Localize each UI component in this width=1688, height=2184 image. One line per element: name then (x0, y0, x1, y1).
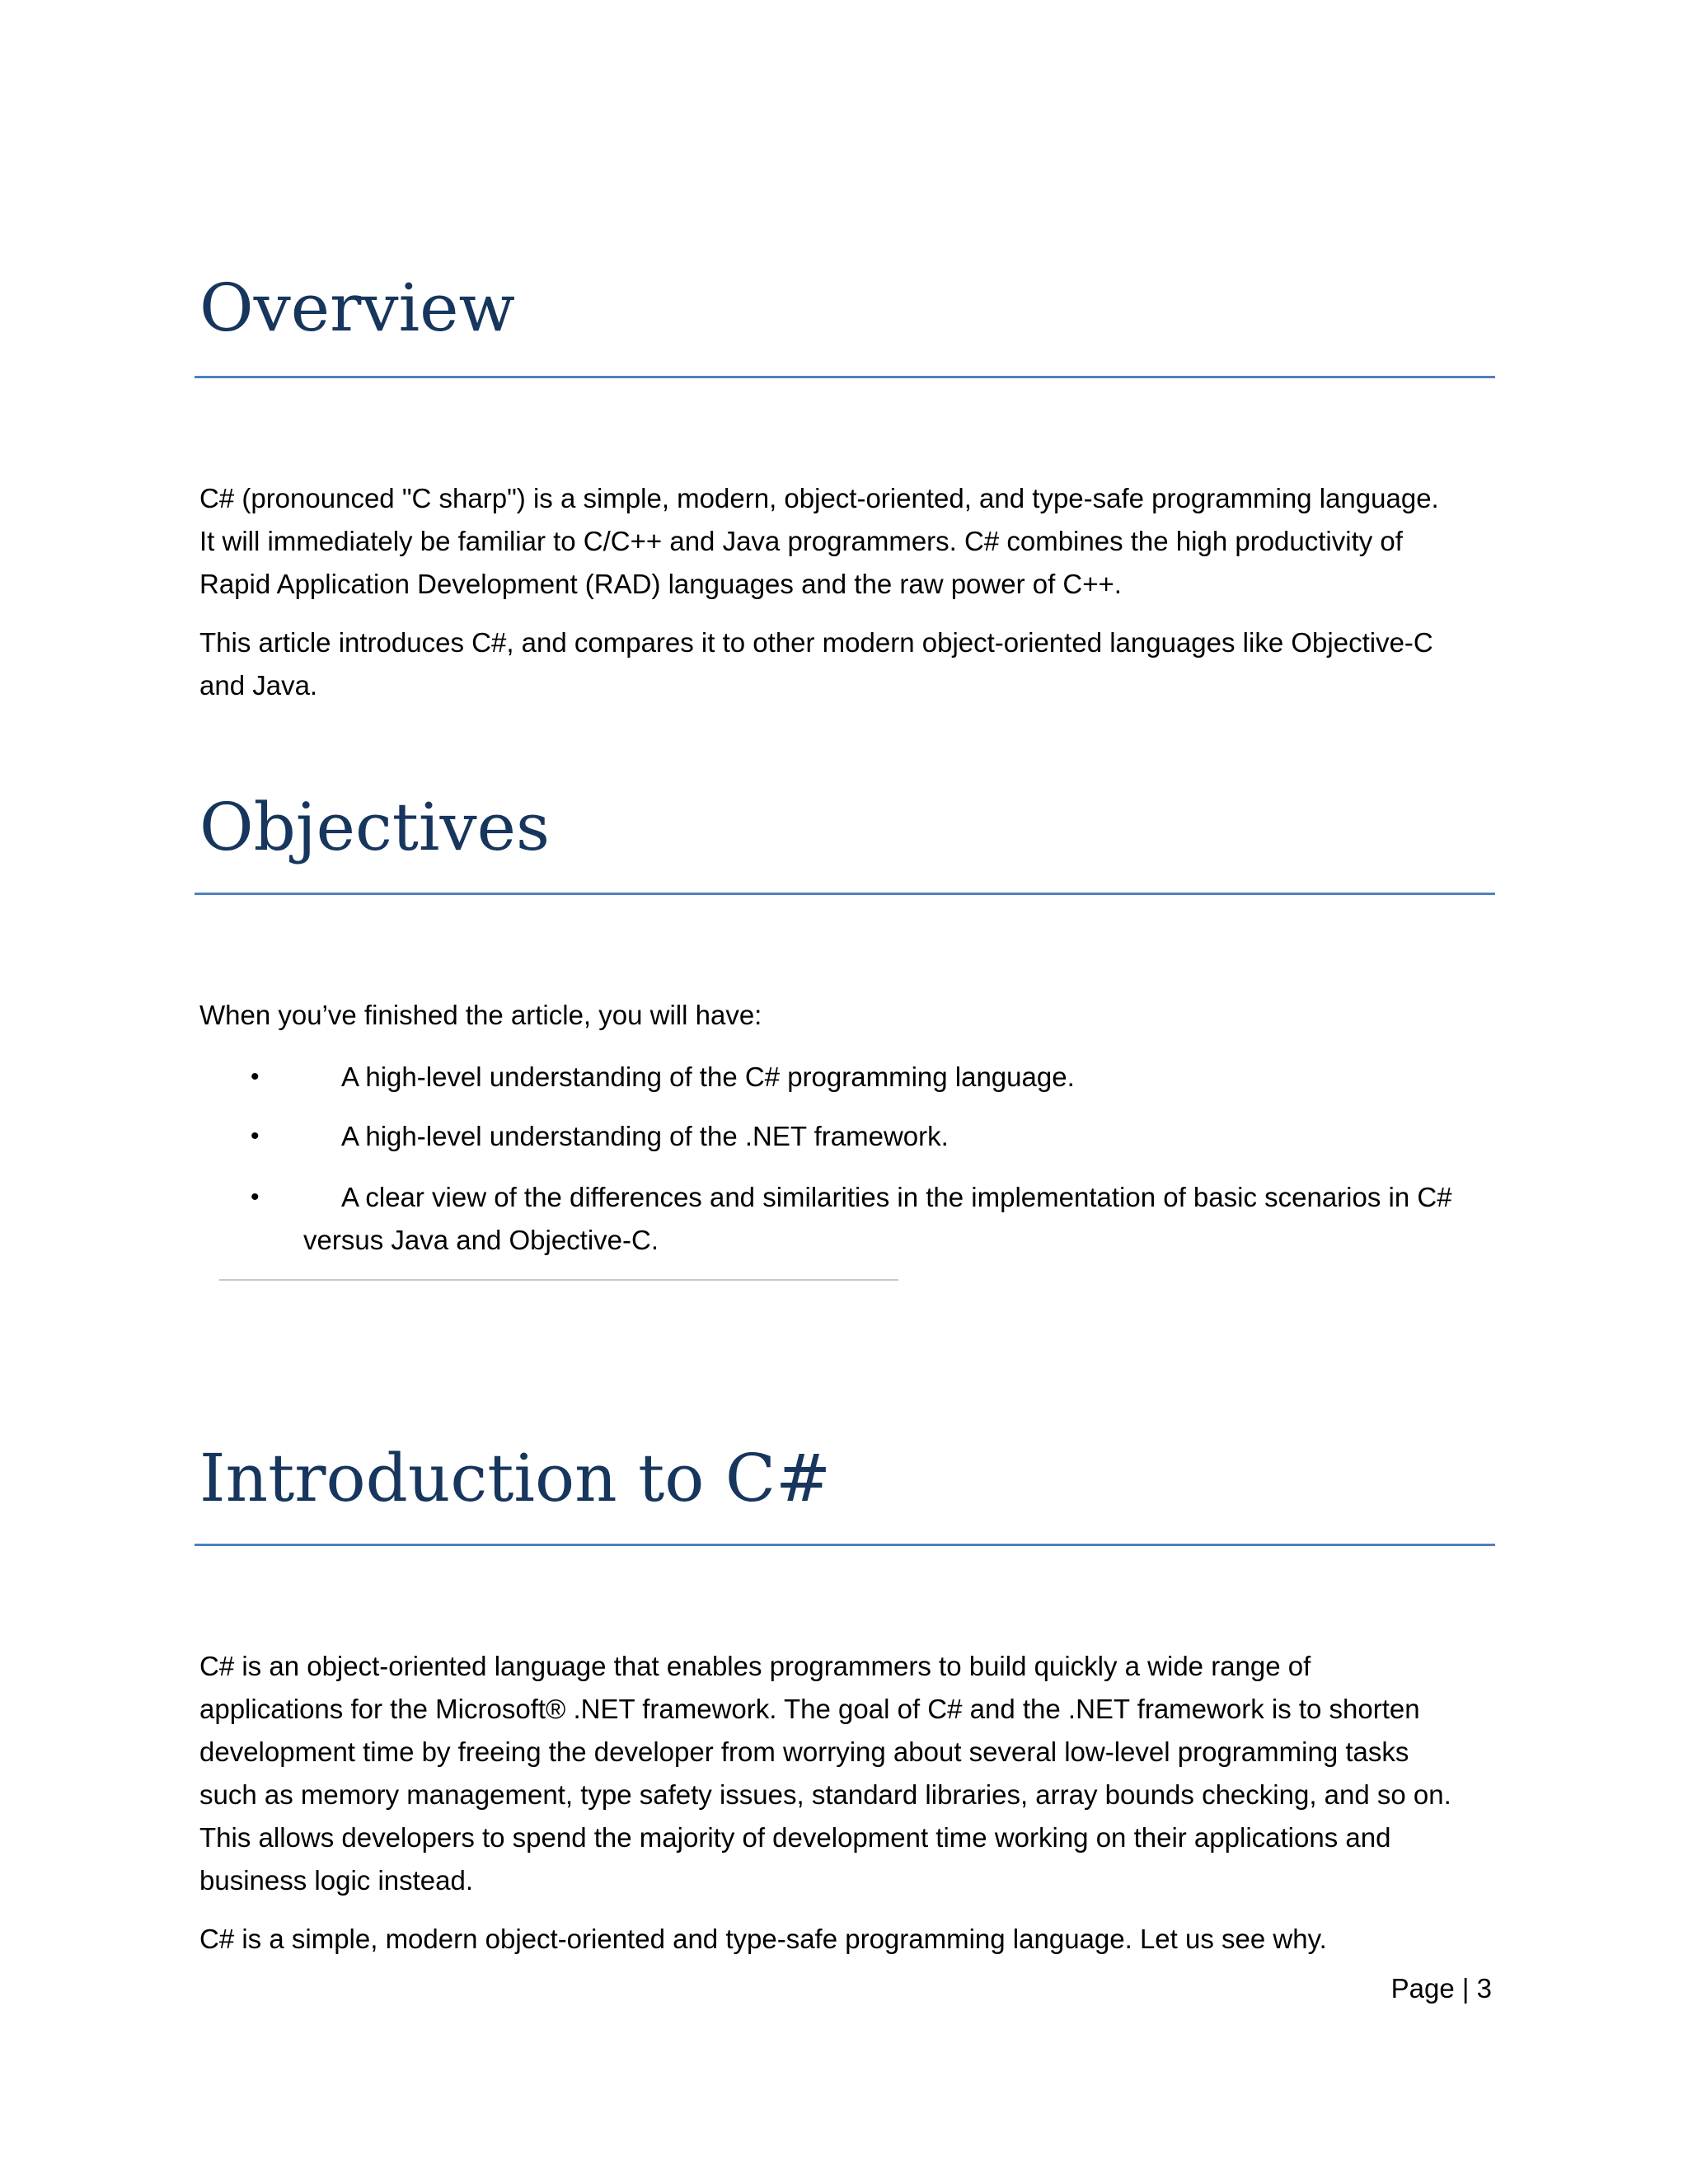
objectives-intro: When you’ve finished the article, you will have: (199, 1000, 762, 1030)
text-line: Rapid Application Development (RAD) languages and the raw power of C++. (199, 569, 1122, 599)
bullet-text: A clear view of the differences and similarities in the implementation of basic scenarios in C# (341, 1182, 1452, 1212)
bullet-icon: • (251, 1122, 260, 1150)
bullet-icon: • (251, 1183, 260, 1211)
bullet-icon: • (251, 1063, 260, 1090)
text-line: This article introduces C#, and compares it to other modern object-oriented languages like Objective-C (199, 627, 1433, 658)
bullet-text: A high-level understanding of the .NET framework. (341, 1121, 949, 1151)
overview-paragraph-1 (199, 477, 1439, 606)
overview-heading-rule (195, 376, 1495, 378)
bullet-text-continuation: versus Java and Objective-C. (303, 1225, 659, 1255)
overview-paragraph-2 (199, 621, 1433, 707)
objectives-heading-rule (195, 893, 1495, 895)
text-line: C# (pronounced "C sharp") is a simple, modern, object-oriented, and type-safe programming language. (199, 483, 1439, 513)
text-line: such as memory management, type safety issues, standard libraries, array bounds checking, and so on. (199, 1779, 1451, 1810)
bullet-text: A high-level understanding of the C# programming language. (341, 1062, 1075, 1092)
text-line: applications for the Microsoft® .NET framework. The goal of C# and the .NET framework is to shorten (199, 1694, 1420, 1724)
text-line: development time by freeing the developer from worrying about several low-level programming tasks (199, 1736, 1409, 1767)
introduction-paragraph-1 (199, 1645, 1451, 1902)
text-line: business logic instead. (199, 1865, 474, 1896)
text-line: This allows developers to spend the majority of development time working on their applications and (199, 1822, 1391, 1853)
introduction-heading: Introduction to C# (199, 1440, 832, 1516)
text-line: It will immediately be familiar to C/C++ and Java programmers. C# combines the high productivity of (199, 526, 1403, 556)
introduction-heading-rule (195, 1544, 1495, 1546)
page-number: Page | 3 (1390, 1973, 1492, 2004)
text-line: and Java. (199, 670, 318, 701)
objectives-heading: Objectives (199, 789, 551, 865)
overview-heading: Overview (199, 269, 515, 346)
introduction-paragraph-2: C# is a simple, modern object-oriented and type-safe programming language. Let us see why. (199, 1924, 1327, 1954)
section-divider (219, 1279, 898, 1281)
text-line: C# is an object-oriented language that enables programmers to build quickly a wide range of (199, 1651, 1311, 1681)
